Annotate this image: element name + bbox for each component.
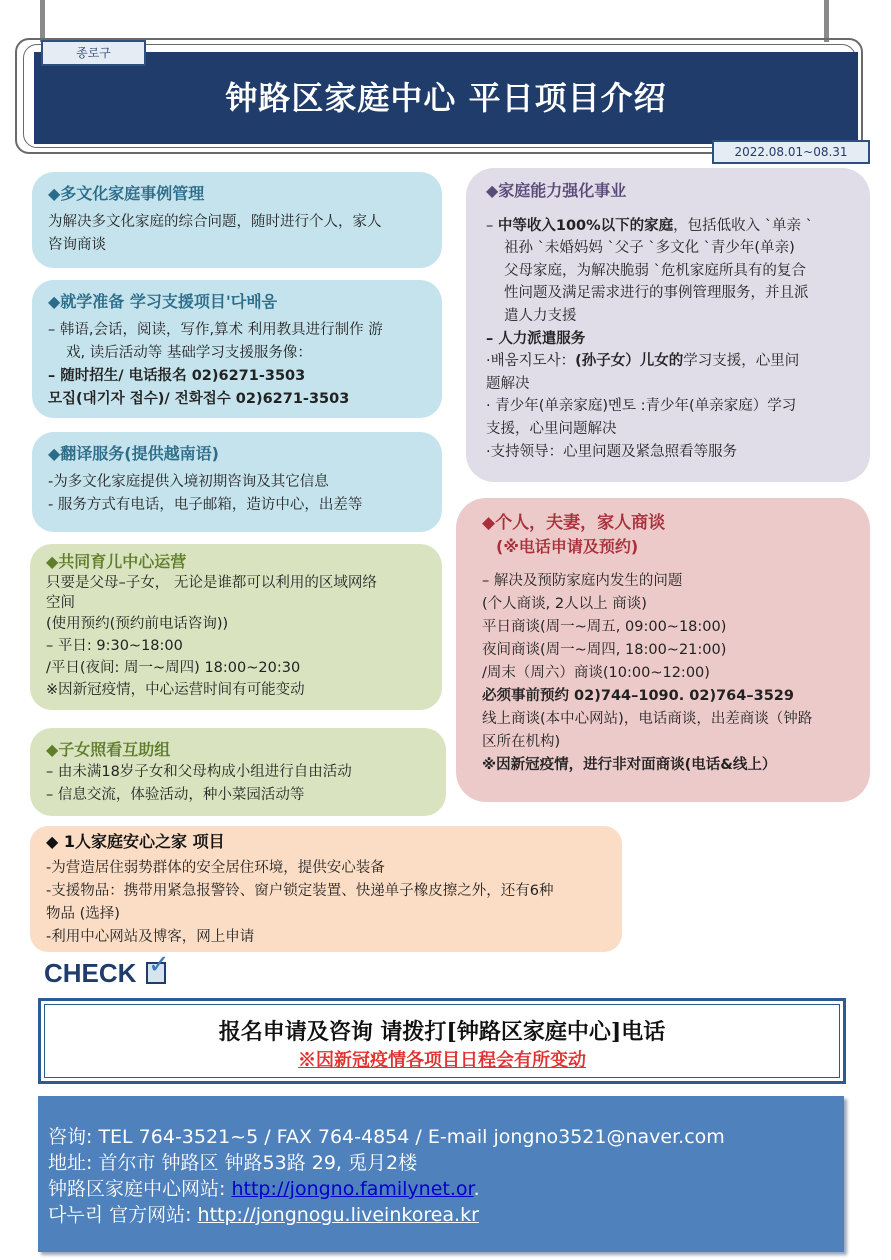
checkmark-icon: ✓ [148, 950, 170, 980]
website-tail: . [473, 1178, 480, 1200]
box-line: 题解决 [486, 375, 530, 392]
box-line: 遣人力支援 [504, 307, 577, 324]
box-line: 性问题及满足需求进行的事例管理服务，并且派 [504, 285, 809, 302]
box-line: -为多文化家庭提供入境初期咨询及其它信息 [48, 474, 329, 490]
box-line: ※因新冠疫情，进行非对面商谈(电话&线上） [482, 757, 777, 773]
website-line [48, 1176, 834, 1202]
hanger-left [40, 0, 45, 42]
date-range: 2022.08.01~08.31 [712, 140, 870, 164]
danuri-label: 다누리 官方网站: [48, 1204, 198, 1226]
box-line: 夜间商谈(周一~周四, 18:00~21:00) [482, 642, 727, 658]
childcare-mutual-box [30, 728, 446, 816]
box-line: 平日商谈(周一~周五, 09:00~18:00) [482, 619, 727, 635]
box-line-bold: (孙子女）儿女的 [575, 353, 684, 370]
box-line: – 平日: 9:30~18:00 [46, 638, 183, 654]
box-line: 空间 [46, 595, 75, 611]
box-line-text: ，包括低收入 `单亲 ` [673, 217, 813, 234]
box-heading: ◆多文化家庭事例管理 [48, 184, 205, 203]
box-line: -利用中心网站及博客，网上申请 [46, 929, 255, 945]
box-line: /周末（周六）商谈(10:00~12:00) [482, 665, 710, 681]
box-line: ·支持领导：心里问题及紧急照看等服务 [486, 443, 738, 460]
website-link[interactable]: http://jongno.familynet.or [231, 1178, 474, 1200]
box-line: 父母家庭，为解决脆弱 `危机家庭所具有的复合 [504, 262, 806, 279]
box-line-bold: 人力派遣服务 [498, 330, 586, 347]
contact-line: 咨询: TEL 764-3521~5 / FAX 764-4854 / E-mail jongno3521@naver.com [48, 1126, 725, 1148]
box-heading: ◆个人，夫妻，家人商谈 [482, 513, 666, 533]
school-prep-box [32, 280, 442, 418]
danuri-link[interactable]: http://jongnogu.liveinkorea.kr [197, 1204, 479, 1226]
box-line: (个人商谈, 2人以上 商谈) [482, 596, 647, 612]
box-line: 为解决多文化家庭的综合问题，随时进行个人，家人 [48, 214, 382, 230]
box-line: 支援，心里问题解决 [486, 420, 617, 437]
box-line: 戏, 读后活动等 基础学习支援服务像： [66, 345, 312, 361]
box-line: -为营造居住弱势群体的安全居住环境，提供安心装备 [46, 860, 385, 876]
box-heading: ◆家庭能力强化事业 [486, 181, 627, 200]
box-line: 咨询商谈 [48, 237, 106, 253]
box-line: – 由未满18岁子女和父母构成小组进行自由活动 [46, 764, 352, 780]
box-line: (使用预约(预约前电话咨询)) [46, 616, 229, 632]
box-line: – 韩语,会话，阅读，写作,算术 利用教具进行制作 游 [48, 322, 383, 338]
page-title: 钟路区家庭中心 平日项目介绍 [225, 79, 667, 117]
box-line: – 人力派遣服务 [486, 330, 586, 347]
district-tag: 종로구 [41, 40, 146, 66]
contact-footer [38, 1096, 844, 1252]
counseling-box [456, 498, 870, 802]
box-line-bold: 中等收入100%以下的家庭 [497, 217, 674, 234]
box-line [486, 350, 850, 373]
box-line: 只要是父母–子女， 无论是谁都可以利用的区域网络 [46, 575, 377, 591]
box-line: /平日(夜间: 周一~周四) 18:00~20:30 [46, 660, 301, 676]
childcare-center-box [30, 544, 442, 710]
box-line: – 信息交流，体验活动，种小菜园活动等 [46, 787, 305, 803]
box-line: 모집(대기자 접수)/ 전화접수 02)6271-3503 [48, 391, 350, 407]
box-line: 必须事前预约 02)744–1090. 02)764–3529 [482, 688, 794, 704]
box-line: · 青少年(单亲家庭)멘토 :青少年(单亲家庭）学习 [486, 398, 797, 415]
box-heading: ◆ 1人家庭安心之家 项目 [46, 832, 225, 851]
box-line: 物品 (选择) [46, 906, 120, 922]
family-capacity-box [466, 168, 870, 482]
box-line: 线上商谈(本中心网站)，电话商谈，出差商谈（钟路 [482, 711, 813, 727]
box-subheading: (※电话申请及预约) [496, 537, 639, 556]
box-heading: ◆共同育儿中心运营 [46, 552, 187, 571]
translation-box [32, 432, 442, 532]
box-line: – 中等收入100%以下的家庭，包括低收入 `单亲 ` [486, 217, 813, 234]
box-heading: ◆翻译服务(提供越南语) [48, 444, 219, 463]
check-label: CHECK [44, 958, 137, 988]
box-heading: ◆子女照看互助组 [46, 740, 171, 759]
notice-main: 报名申请及咨询 请拨打[钟路区家庭中心]电话 [218, 1019, 666, 1045]
notice-warning: ※因新冠疫情各项目日程会有所变动 [298, 1050, 586, 1071]
box-line: 区所在机构) [482, 734, 561, 750]
hanger-right [824, 0, 829, 42]
box-line: 祖孙 `未婚妈妈 `父子 `多文化 `青少年(单亲) [504, 240, 795, 257]
website-label: 钟路区家庭中心网站: [48, 1178, 232, 1200]
danuri-line [48, 1202, 834, 1228]
address-line: 地址: 首尔市 钟路区 钟路53路 29, 兎月2楼 [48, 1152, 418, 1174]
box-line: -支援物品：携带用紧急报警铃、窗户锁定装置、快递单子橡皮擦之外，还有6种 [46, 883, 554, 899]
single-home-box [30, 826, 622, 952]
box-line: ※因新冠疫情，中心运营时间有可能变动 [46, 682, 305, 698]
box-heading: ◆就学准备 学习支援项目'다배움 [48, 292, 278, 311]
box-line-text: ·배움지도사： [486, 353, 576, 370]
box-line: - 服务方式有电话，电子邮箱，造访中心，出差等 [48, 497, 363, 513]
box-line-text: 学习支援，心里问 [683, 353, 800, 370]
multicultural-case-box [32, 172, 442, 268]
box-line: – 解决及预防家庭内发生的问题 [482, 573, 683, 589]
notice-box [44, 1004, 840, 1078]
box-line: – 随时招生/ 电话报名 02)6271-3503 [48, 368, 306, 384]
